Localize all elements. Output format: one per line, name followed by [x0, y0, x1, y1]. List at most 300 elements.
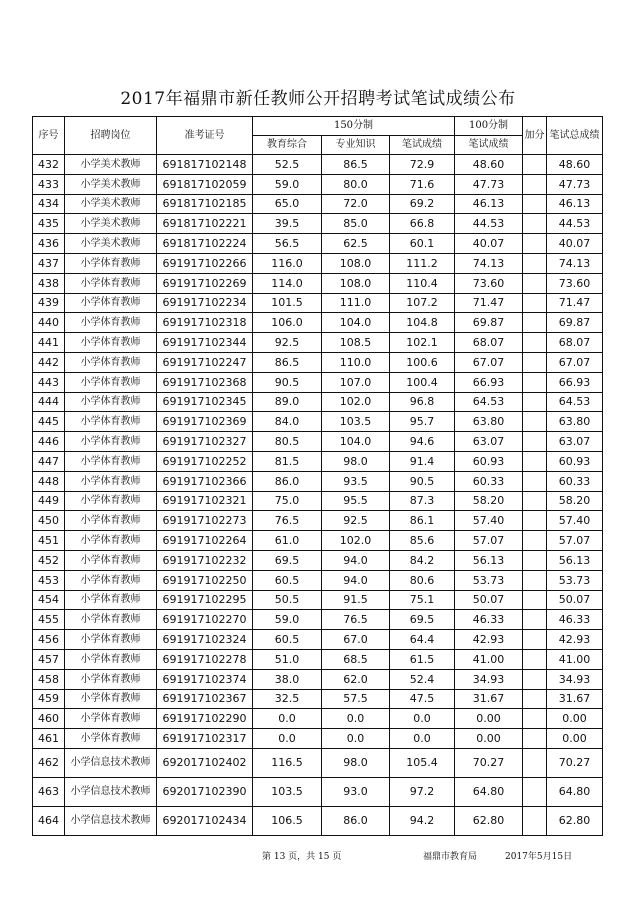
table-row [33, 471, 603, 491]
cell-post: 小学体育教师 [65, 392, 157, 412]
cell-ticket: 691917102250 [157, 570, 253, 590]
cell-written: 75.1 [390, 590, 455, 610]
footer-page: 第 13 页，共 15 页 [262, 852, 342, 862]
cell-prof: 107.0 [322, 372, 390, 392]
cell-ticket: 691917102232 [157, 550, 253, 570]
cell-prof: 67.0 [322, 630, 390, 650]
cell-bonus [523, 234, 547, 254]
cell-written: 87.3 [390, 491, 455, 511]
cell-written: 0.0 [390, 709, 455, 729]
cell-edu: 81.5 [253, 451, 322, 471]
cell-written-100: 57.40 [455, 511, 523, 531]
cell-prof: 110.0 [322, 352, 390, 372]
cell-post: 小学体育教师 [65, 531, 157, 551]
cell-post: 小学体育教师 [65, 511, 157, 531]
table-row [33, 174, 603, 194]
cell-total: 69.87 [547, 313, 603, 333]
cell-written-100: 50.07 [455, 590, 523, 610]
cell-seq: 455 [33, 610, 65, 630]
cell-seq: 449 [33, 491, 65, 511]
header-group-150: 150分制 [253, 117, 455, 136]
cell-written-100: 70.27 [455, 748, 523, 777]
cell-prof: 93.0 [322, 777, 390, 806]
table-row [33, 214, 603, 234]
cell-total: 53.73 [547, 570, 603, 590]
cell-written: 110.4 [390, 273, 455, 293]
cell-total: 40.07 [547, 234, 603, 254]
cell-post: 小学体育教师 [65, 313, 157, 333]
cell-edu: 50.5 [253, 590, 322, 610]
cell-prof: 0.0 [322, 729, 390, 749]
cell-bonus [523, 352, 547, 372]
cell-seq: 448 [33, 471, 65, 491]
cell-ticket: 691917102252 [157, 451, 253, 471]
table-row [33, 570, 603, 590]
table-row [33, 630, 603, 650]
table-row [33, 729, 603, 749]
cell-edu: 76.5 [253, 511, 322, 531]
table-body [33, 155, 603, 836]
cell-ticket: 691917102264 [157, 531, 253, 551]
cell-written: 0.0 [390, 729, 455, 749]
cell-prof: 102.0 [322, 392, 390, 412]
cell-seq: 453 [33, 570, 65, 590]
table-row [33, 590, 603, 610]
cell-bonus [523, 748, 547, 777]
cell-prof: 76.5 [322, 610, 390, 630]
table-row [33, 194, 603, 214]
cell-ticket: 691817102221 [157, 214, 253, 234]
cell-written-100: 67.07 [455, 352, 523, 372]
cell-post: 小学美术教师 [65, 155, 157, 175]
cell-total: 41.00 [547, 649, 603, 669]
cell-edu: 89.0 [253, 392, 322, 412]
cell-post: 小学体育教师 [65, 669, 157, 689]
cell-written-100: 42.93 [455, 630, 523, 650]
cell-total: 64.80 [547, 777, 603, 806]
cell-written: 97.2 [390, 777, 455, 806]
cell-total: 70.27 [547, 748, 603, 777]
table-row [33, 313, 603, 333]
cell-post: 小学体育教师 [65, 689, 157, 709]
cell-post: 小学体育教师 [65, 709, 157, 729]
cell-written: 64.4 [390, 630, 455, 650]
table-row [33, 669, 603, 689]
cell-written: 69.5 [390, 610, 455, 630]
cell-prof: 85.0 [322, 214, 390, 234]
header-edu: 教育综合 [253, 136, 322, 155]
cell-seq: 432 [33, 155, 65, 175]
cell-edu: 0.0 [253, 729, 322, 749]
cell-total: 31.67 [547, 689, 603, 709]
cell-written-100: 71.47 [455, 293, 523, 313]
cell-ticket: 691917102345 [157, 392, 253, 412]
cell-total: 63.07 [547, 432, 603, 452]
cell-ticket: 691917102270 [157, 610, 253, 630]
cell-seq: 433 [33, 174, 65, 194]
cell-edu: 56.5 [253, 234, 322, 254]
cell-post: 小学体育教师 [65, 333, 157, 353]
cell-edu: 86.5 [253, 352, 322, 372]
cell-prof: 104.0 [322, 432, 390, 452]
cell-edu: 32.5 [253, 689, 322, 709]
header-post: 招聘岗位 [65, 117, 157, 155]
cell-seq: 437 [33, 253, 65, 273]
cell-ticket: 691917102317 [157, 729, 253, 749]
footer-org: 福鼎市教育局 [423, 852, 478, 862]
cell-written: 84.2 [390, 550, 455, 570]
cell-bonus [523, 392, 547, 412]
cell-ticket: 691817102059 [157, 174, 253, 194]
cell-ticket: 691917102327 [157, 432, 253, 452]
cell-total: 34.93 [547, 669, 603, 689]
cell-seq: 450 [33, 511, 65, 531]
cell-bonus [523, 610, 547, 630]
cell-post: 小学体育教师 [65, 649, 157, 669]
cell-edu: 0.0 [253, 709, 322, 729]
table-row [33, 748, 603, 777]
cell-bonus [523, 412, 547, 432]
cell-bonus [523, 550, 547, 570]
cell-prof: 86.0 [322, 806, 390, 835]
cell-prof: 93.5 [322, 471, 390, 491]
cell-post: 小学美术教师 [65, 234, 157, 254]
table-row [33, 392, 603, 412]
header-prof: 专业知识 [322, 136, 390, 155]
footer-date: 2017年5月15日 [505, 852, 573, 862]
cell-bonus [523, 511, 547, 531]
cell-written: 86.1 [390, 511, 455, 531]
cell-written-100: 62.80 [455, 806, 523, 835]
cell-written: 102.1 [390, 333, 455, 353]
cell-total: 58.20 [547, 491, 603, 511]
cell-written-100: 74.13 [455, 253, 523, 273]
cell-prof: 102.0 [322, 531, 390, 551]
cell-bonus [523, 253, 547, 273]
cell-prof: 62.0 [322, 669, 390, 689]
cell-bonus [523, 471, 547, 491]
cell-post: 小学体育教师 [65, 451, 157, 471]
cell-edu: 80.5 [253, 432, 322, 452]
header-seq: 序号 [33, 117, 65, 155]
cell-written: 90.5 [390, 471, 455, 491]
score-table [32, 116, 603, 836]
cell-written: 104.8 [390, 313, 455, 333]
cell-seq: 447 [33, 451, 65, 471]
cell-total: 71.47 [547, 293, 603, 313]
cell-total: 48.60 [547, 155, 603, 175]
cell-seq: 454 [33, 590, 65, 610]
cell-bonus [523, 432, 547, 452]
cell-written: 72.9 [390, 155, 455, 175]
cell-written-100: 58.20 [455, 491, 523, 511]
table-row [33, 649, 603, 669]
cell-seq: 435 [33, 214, 65, 234]
cell-edu: 60.5 [253, 630, 322, 650]
cell-post: 小学体育教师 [65, 432, 157, 452]
cell-seq: 456 [33, 630, 65, 650]
cell-prof: 103.5 [322, 412, 390, 432]
header-total: 笔试总成绩 [547, 117, 603, 155]
cell-written-100: 64.53 [455, 392, 523, 412]
cell-edu: 60.5 [253, 570, 322, 590]
table-row [33, 777, 603, 806]
cell-prof: 108.5 [322, 333, 390, 353]
cell-ticket: 691917102234 [157, 293, 253, 313]
cell-ticket: 691917102266 [157, 253, 253, 273]
cell-written-100: 73.60 [455, 273, 523, 293]
cell-bonus [523, 313, 547, 333]
cell-edu: 103.5 [253, 777, 322, 806]
cell-ticket: 691917102321 [157, 491, 253, 511]
cell-ticket: 691917102368 [157, 372, 253, 392]
cell-post: 小学信息技术教师 [65, 806, 157, 835]
cell-post: 小学信息技术教师 [65, 777, 157, 806]
cell-ticket: 691917102290 [157, 709, 253, 729]
cell-bonus [523, 174, 547, 194]
table-row [33, 689, 603, 709]
cell-written: 107.2 [390, 293, 455, 313]
cell-edu: 92.5 [253, 333, 322, 353]
cell-ticket: 691917102269 [157, 273, 253, 293]
cell-seq: 459 [33, 689, 65, 709]
cell-ticket: 691917102247 [157, 352, 253, 372]
cell-written-100: 63.07 [455, 432, 523, 452]
cell-written: 94.6 [390, 432, 455, 452]
cell-post: 小学体育教师 [65, 570, 157, 590]
table-row [33, 511, 603, 531]
cell-total: 46.13 [547, 194, 603, 214]
cell-prof: 111.0 [322, 293, 390, 313]
cell-prof: 62.5 [322, 234, 390, 254]
cell-edu: 101.5 [253, 293, 322, 313]
cell-total: 68.07 [547, 333, 603, 353]
cell-edu: 59.0 [253, 174, 322, 194]
cell-seq: 444 [33, 392, 65, 412]
cell-seq: 442 [33, 352, 65, 372]
cell-total: 0.00 [547, 729, 603, 749]
cell-edu: 106.5 [253, 806, 322, 835]
cell-prof: 94.0 [322, 570, 390, 590]
cell-bonus [523, 590, 547, 610]
cell-bonus [523, 669, 547, 689]
cell-total: 42.93 [547, 630, 603, 650]
cell-written-100: 46.13 [455, 194, 523, 214]
table-row [33, 432, 603, 452]
cell-written: 61.5 [390, 649, 455, 669]
cell-total: 0.00 [547, 709, 603, 729]
cell-total: 60.33 [547, 471, 603, 491]
cell-bonus [523, 333, 547, 353]
cell-post: 小学体育教师 [65, 293, 157, 313]
cell-ticket: 691917102318 [157, 313, 253, 333]
cell-bonus [523, 531, 547, 551]
table-row [33, 610, 603, 630]
cell-seq: 464 [33, 806, 65, 835]
cell-post: 小学美术教师 [65, 174, 157, 194]
cell-edu: 114.0 [253, 273, 322, 293]
cell-bonus [523, 155, 547, 175]
cell-seq: 463 [33, 777, 65, 806]
header-group-100: 100分制 [455, 117, 523, 136]
cell-post: 小学美术教师 [65, 214, 157, 234]
cell-edu: 90.5 [253, 372, 322, 392]
cell-edu: 106.0 [253, 313, 322, 333]
cell-edu: 39.5 [253, 214, 322, 234]
cell-written-100: 69.87 [455, 313, 523, 333]
cell-written-100: 47.73 [455, 174, 523, 194]
cell-seq: 457 [33, 649, 65, 669]
cell-post: 小学体育教师 [65, 630, 157, 650]
cell-seq: 438 [33, 273, 65, 293]
cell-written-100: 0.00 [455, 729, 523, 749]
cell-written: 60.1 [390, 234, 455, 254]
cell-written-100: 60.93 [455, 451, 523, 471]
cell-prof: 98.0 [322, 748, 390, 777]
cell-written-100: 66.93 [455, 372, 523, 392]
table-row [33, 451, 603, 471]
cell-edu: 86.0 [253, 471, 322, 491]
header-ticket: 准考证号 [157, 117, 253, 155]
cell-bonus [523, 689, 547, 709]
cell-total: 56.13 [547, 550, 603, 570]
cell-prof: 108.0 [322, 253, 390, 273]
cell-seq: 441 [33, 333, 65, 353]
cell-total: 50.07 [547, 590, 603, 610]
cell-bonus [523, 491, 547, 511]
cell-ticket: 691917102374 [157, 669, 253, 689]
cell-ticket: 691817102148 [157, 155, 253, 175]
cell-post: 小学体育教师 [65, 610, 157, 630]
cell-written-100: 64.80 [455, 777, 523, 806]
cell-seq: 436 [33, 234, 65, 254]
cell-post: 小学体育教师 [65, 352, 157, 372]
cell-bonus [523, 649, 547, 669]
cell-edu: 61.0 [253, 531, 322, 551]
cell-seq: 460 [33, 709, 65, 729]
cell-edu: 59.0 [253, 610, 322, 630]
cell-ticket: 692017102434 [157, 806, 253, 835]
cell-written: 95.7 [390, 412, 455, 432]
cell-written: 105.4 [390, 748, 455, 777]
table-row [33, 273, 603, 293]
cell-ticket: 692017102390 [157, 777, 253, 806]
cell-bonus [523, 293, 547, 313]
table-row [33, 806, 603, 835]
cell-edu: 116.0 [253, 253, 322, 273]
cell-edu: 84.0 [253, 412, 322, 432]
table-row [33, 709, 603, 729]
cell-written: 52.4 [390, 669, 455, 689]
table-row [33, 531, 603, 551]
header-bonus: 加分 [523, 117, 547, 155]
cell-bonus [523, 273, 547, 293]
cell-bonus [523, 777, 547, 806]
cell-total: 47.73 [547, 174, 603, 194]
table-row [33, 234, 603, 254]
cell-post: 小学体育教师 [65, 372, 157, 392]
cell-prof: 68.5 [322, 649, 390, 669]
cell-prof: 57.5 [322, 689, 390, 709]
cell-ticket: 691917102366 [157, 471, 253, 491]
cell-written: 69.2 [390, 194, 455, 214]
cell-seq: 440 [33, 313, 65, 333]
cell-seq: 458 [33, 669, 65, 689]
cell-prof: 104.0 [322, 313, 390, 333]
cell-prof: 95.5 [322, 491, 390, 511]
cell-edu: 51.0 [253, 649, 322, 669]
table-row [33, 372, 603, 392]
cell-prof: 80.0 [322, 174, 390, 194]
cell-bonus [523, 451, 547, 471]
table-row [33, 155, 603, 175]
cell-written-100: 0.00 [455, 709, 523, 729]
cell-total: 46.33 [547, 610, 603, 630]
cell-total: 44.53 [547, 214, 603, 234]
cell-ticket: 691917102278 [157, 649, 253, 669]
cell-post: 小学体育教师 [65, 729, 157, 749]
cell-total: 74.13 [547, 253, 603, 273]
cell-bonus [523, 729, 547, 749]
page-title: 2017年福鼎市新任教师公开招聘考试笔试成绩公布 [120, 89, 516, 109]
table-row [33, 352, 603, 372]
cell-ticket: 691917102367 [157, 689, 253, 709]
cell-written-100: 44.53 [455, 214, 523, 234]
cell-total: 66.93 [547, 372, 603, 392]
cell-written-100: 48.60 [455, 155, 523, 175]
cell-edu: 52.5 [253, 155, 322, 175]
cell-edu: 116.5 [253, 748, 322, 777]
cell-ticket: 691817102224 [157, 234, 253, 254]
cell-written: 80.6 [390, 570, 455, 590]
cell-edu: 75.0 [253, 491, 322, 511]
cell-bonus [523, 709, 547, 729]
cell-written: 100.4 [390, 372, 455, 392]
cell-written: 47.5 [390, 689, 455, 709]
cell-seq: 445 [33, 412, 65, 432]
cell-seq: 446 [33, 432, 65, 452]
cell-written: 85.6 [390, 531, 455, 551]
table-row [33, 491, 603, 511]
cell-written-100: 40.07 [455, 234, 523, 254]
cell-ticket: 691817102185 [157, 194, 253, 214]
cell-written-100: 56.13 [455, 550, 523, 570]
cell-edu: 69.5 [253, 550, 322, 570]
cell-post: 小学体育教师 [65, 590, 157, 610]
cell-ticket: 691917102273 [157, 511, 253, 531]
cell-written: 71.6 [390, 174, 455, 194]
cell-post: 小学美术教师 [65, 194, 157, 214]
cell-bonus [523, 194, 547, 214]
cell-written-100: 46.33 [455, 610, 523, 630]
cell-bonus [523, 214, 547, 234]
cell-written-100: 63.80 [455, 412, 523, 432]
cell-post: 小学体育教师 [65, 412, 157, 432]
cell-written: 66.8 [390, 214, 455, 234]
cell-edu: 65.0 [253, 194, 322, 214]
table-row [33, 333, 603, 353]
cell-post: 小学体育教师 [65, 253, 157, 273]
cell-seq: 461 [33, 729, 65, 749]
cell-seq: 443 [33, 372, 65, 392]
cell-written: 91.4 [390, 451, 455, 471]
cell-total: 67.07 [547, 352, 603, 372]
cell-post: 小学体育教师 [65, 273, 157, 293]
cell-total: 63.80 [547, 412, 603, 432]
cell-total: 57.40 [547, 511, 603, 531]
cell-ticket: 691917102369 [157, 412, 253, 432]
cell-prof: 94.0 [322, 550, 390, 570]
